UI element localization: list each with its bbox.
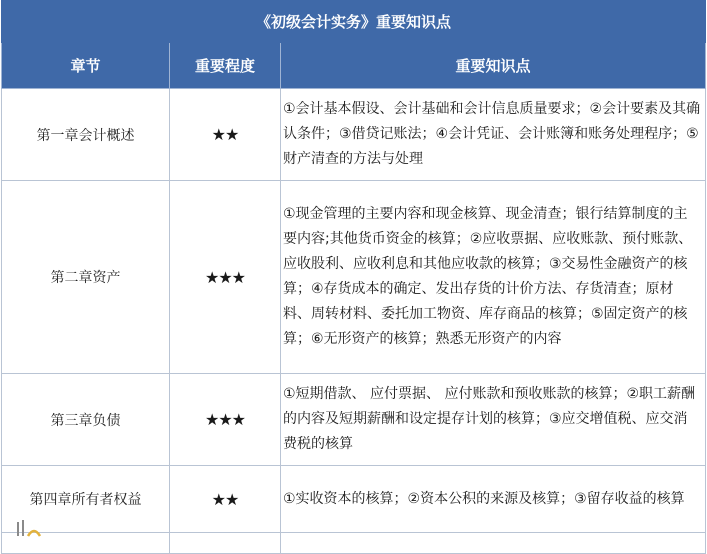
table-row-partial	[2, 533, 706, 554]
points-cell: ①短期借款、 应付票据、 应付账款和预收账款的核算；②职工薪酬的内容及短期薪酬和设定提存计划的核算；③应交增值税、应交消费税的核算	[281, 374, 706, 466]
header-importance: 重要程度	[170, 43, 281, 89]
knowledge-table	[1, 0, 706, 554]
header-chapter: 章节	[2, 43, 170, 89]
empty-cell	[281, 533, 706, 554]
watermark-logo-icon	[14, 518, 44, 538]
importance-stars: ★★★	[170, 181, 281, 374]
importance-stars: ★★	[170, 466, 281, 533]
points-cell: ①现金管理的主要内容和现金核算、现金清查；银行结算制度的主要内容;其他货币资金的核算；②应收票据、应收账款、预付账款、应收股利、应收利息和其他应收款的核算；③交易性金融资产的核算；④存货成本的确定、发出存货的计价方法、存货清查；原材料、周转材料、委托加工物资、库存商品的核算；⑤固定资产的核算；⑥无形资产的核算；熟悉无形资产的内容	[281, 181, 706, 374]
header-points: 重要知识点	[281, 43, 706, 89]
importance-stars: ★★	[170, 89, 281, 181]
empty-cell	[170, 533, 281, 554]
table-row	[2, 466, 706, 533]
table-row	[2, 374, 706, 466]
table-header-row	[2, 43, 706, 89]
chapter-cell: 第一章会计概述	[2, 89, 170, 181]
table-title-row	[2, 1, 706, 43]
table-row	[2, 89, 706, 181]
importance-stars: ★★★	[170, 374, 281, 466]
points-cell: ①实收资本的核算；②资本公积的来源及核算；③留存收益的核算	[281, 466, 706, 533]
points-cell: ①会计基本假设、会计基础和会计信息质量要求；②会计要素及其确认条件；③借贷记账法；④会计凭证、会计账簿和账务处理程序；⑤财产清查的方法与处理	[281, 89, 706, 181]
table-title: 《初级会计实务》重要知识点	[2, 1, 706, 43]
chapter-cell: 第二章资产	[2, 181, 170, 374]
chapter-cell: 第四章所有者权益	[2, 466, 170, 533]
chapter-cell: 第三章负债	[2, 374, 170, 466]
table-row	[2, 181, 706, 374]
